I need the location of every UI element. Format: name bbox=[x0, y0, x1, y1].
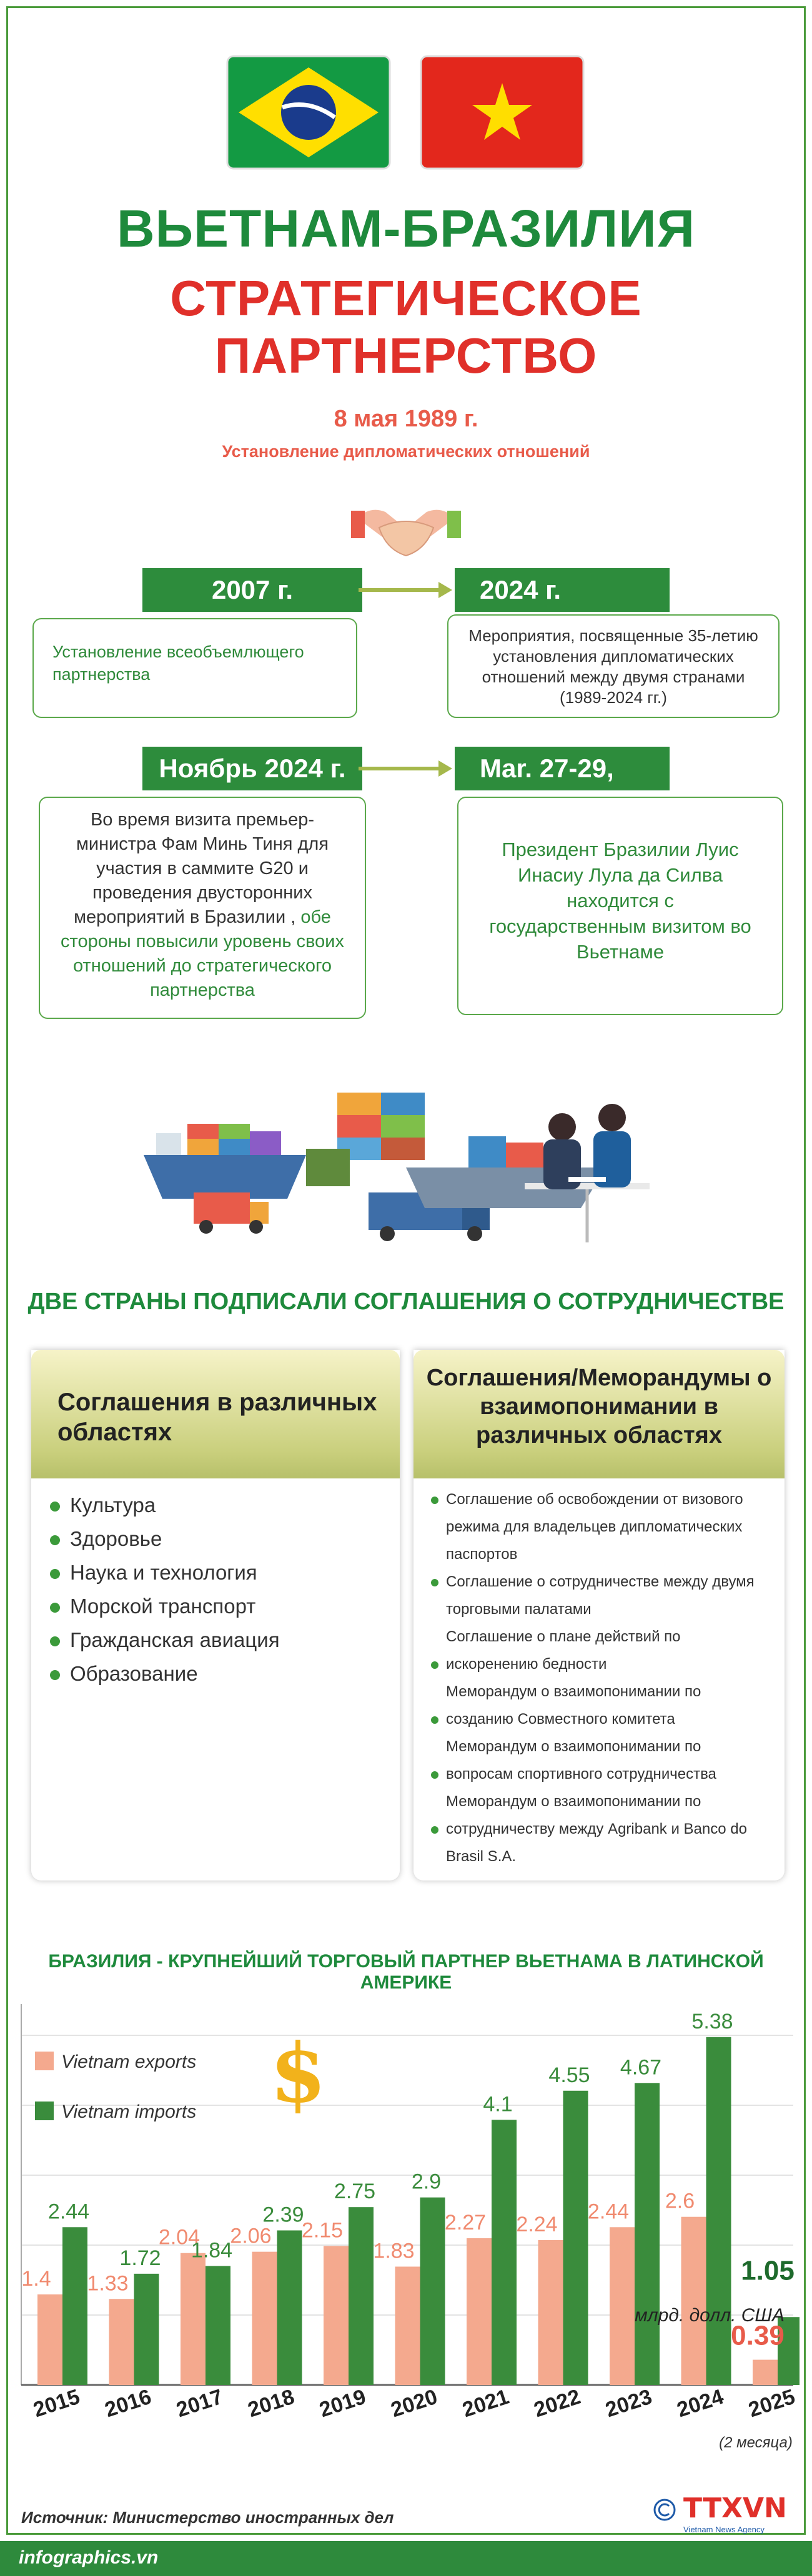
trade-illustration bbox=[131, 1074, 681, 1255]
list-item: Меморандум о взаимопонимании по bbox=[446, 1683, 701, 1700]
list-item: искоренению бедности bbox=[431, 1651, 781, 1678]
bar-import-2018 bbox=[277, 2230, 302, 2385]
dollar-icon: $ bbox=[270, 2025, 327, 2121]
timeline-tag-2024: 2024 г. bbox=[455, 568, 670, 612]
bar-export-2018 bbox=[252, 2252, 277, 2385]
list-item: Соглашение о плане действий по bbox=[446, 1628, 681, 1645]
brazil-flag-icon bbox=[226, 55, 391, 170]
bar-export-2024 bbox=[681, 2217, 706, 2385]
timeline-text-nov-2024-part2: обе стороны повысили уровень своих отношений до стратегического партнерства bbox=[61, 907, 344, 1000]
agency-subtitle: Vietnam News Agency bbox=[683, 2525, 765, 2534]
copyright-icon bbox=[652, 2497, 677, 2522]
key-date: 8 мая 1989 г. bbox=[334, 406, 478, 432]
tick-label-2015: 2015 bbox=[30, 2384, 83, 2422]
timeline-text-nov-2024-part1: Во время визита премьер-министра Фам Минь Тиня для участия в саммите G20 и проведения двусторонних мероприятий в Бразилии , bbox=[74, 810, 329, 927]
tick-label-2020: 2020 bbox=[388, 2384, 440, 2422]
tick-label-2022: 2022 bbox=[531, 2384, 583, 2422]
data-label-import-2025: 1.05 bbox=[741, 2255, 795, 2286]
data-label-export-2024: 2.6 bbox=[665, 2189, 695, 2213]
bar-import-2024 bbox=[706, 2037, 731, 2385]
timeline-box-nov-2024 bbox=[39, 797, 366, 1019]
data-label-export-2025: 0.39 bbox=[731, 2320, 785, 2351]
bar-import-2023 bbox=[635, 2083, 660, 2385]
bar-import-2019 bbox=[349, 2207, 374, 2385]
bar-export-2023 bbox=[610, 2227, 635, 2385]
timeline-tag-2007: 2007 г. bbox=[142, 568, 362, 612]
timeline-tag-mar-2025: Mar. 27-29, bbox=[455, 747, 670, 790]
data-label-export-2023: 2.44 bbox=[587, 2200, 630, 2224]
bar-export-2015 bbox=[37, 2294, 62, 2385]
list-item: Меморандум о взаимопонимании по bbox=[446, 1738, 701, 1755]
list-item: Brasil S.A. bbox=[446, 1848, 517, 1865]
tick-label-2023: 2023 bbox=[602, 2384, 655, 2422]
list-item: Культура bbox=[50, 1488, 387, 1522]
tick-label-2019: 2019 bbox=[316, 2384, 369, 2422]
list-item: Меморандум о взаимопонимании по bbox=[446, 1793, 701, 1810]
list-item: Соглашение об освобождении от визового bbox=[431, 1486, 781, 1513]
tick-label-2024: 2024 bbox=[674, 2384, 726, 2422]
bullet-icon bbox=[50, 1502, 60, 1512]
legend-label-imports: Vietnam imports bbox=[61, 2102, 197, 2122]
data-label-import-2023: 4.67 bbox=[620, 2055, 662, 2080]
data-label-export-2018: 2.06 bbox=[230, 2224, 272, 2248]
bar-export-2025 bbox=[753, 2360, 778, 2385]
bar-import-2017 bbox=[205, 2266, 230, 2385]
bullet-icon bbox=[431, 1716, 438, 1724]
bar-import-2020 bbox=[420, 2198, 445, 2385]
timeline-box-2007: Установление всеобъемлющего партнерства bbox=[32, 618, 357, 718]
list-item: вопросам спортивного сотрудничества bbox=[431, 1761, 781, 1788]
list-item: созданию Совместного комитета bbox=[431, 1706, 781, 1733]
bar-import-2022 bbox=[563, 2091, 588, 2385]
handshake-icon bbox=[351, 499, 461, 562]
timeline-box-mar-2025: Президент Бразилии Луис Инасиу Лула да Силва находится с государственным визитом во Вьетнаме bbox=[457, 797, 783, 1015]
bar-export-2021 bbox=[467, 2238, 492, 2385]
bar-import-2021 bbox=[492, 2120, 517, 2385]
agreements-left-list bbox=[50, 1488, 387, 1691]
bullet-icon bbox=[431, 1579, 438, 1586]
agreements-heading: ДВЕ СТРАНЫ ПОДПИСАЛИ СОГЛАШЕНИЯ О СОТРУДНИЧЕСТВЕ bbox=[27, 1289, 785, 1315]
bullet-icon bbox=[431, 1826, 438, 1834]
data-label-export-2017: 2.04 bbox=[158, 2225, 201, 2249]
legend-label-exports: Vietnam exports bbox=[61, 2052, 197, 2072]
agreements-left-title: Соглашения в различных областях bbox=[31, 1350, 400, 1478]
list-item: Морской транспорт bbox=[50, 1590, 387, 1623]
category-note: (2 месяца) bbox=[719, 2434, 793, 2451]
bullet-icon bbox=[50, 1569, 60, 1579]
unit-label: млрд. долл. США bbox=[635, 2305, 785, 2326]
key-date-subtitle: Установление дипломатических отношений bbox=[222, 442, 590, 461]
list-item: режима для владельцев дипломатических bbox=[446, 1518, 743, 1535]
legend-swatch-exports bbox=[35, 2052, 54, 2070]
footer-site: infographics.vn bbox=[19, 2547, 159, 2568]
list-item: Соглашение о сотрудничестве между двумя bbox=[431, 1568, 781, 1596]
tick-label-2025: 2025 bbox=[745, 2384, 798, 2422]
bullet-icon bbox=[431, 1661, 438, 1669]
data-label-import-2015: 2.44 bbox=[47, 2200, 90, 2224]
page-title-line2: СТРАТЕГИЧЕСКОЕ ПАРТНЕРСТВО bbox=[170, 270, 642, 383]
list-item: Наука и технология bbox=[50, 1556, 387, 1590]
data-label-import-2019: 2.75 bbox=[334, 2180, 376, 2204]
source-note: Источник: Министерство иностранных дел bbox=[21, 2508, 394, 2527]
bullet-icon bbox=[431, 1771, 438, 1779]
data-label-import-2022: 4.55 bbox=[548, 2063, 590, 2087]
bar-import-2016 bbox=[134, 2274, 159, 2385]
arrow-right-icon bbox=[359, 579, 452, 601]
timeline-box-2024: Мероприятия, посвященные 35-летию установления дипломатических отношений между двумя странами (1989-2024 гг.) bbox=[447, 614, 780, 718]
tick-label-2016: 2016 bbox=[102, 2384, 154, 2422]
vietnam-flag-icon bbox=[420, 55, 585, 170]
data-label-export-2016: 1.33 bbox=[87, 2271, 129, 2296]
bar-export-2016 bbox=[109, 2299, 134, 2385]
data-label-export-2019: 2.15 bbox=[301, 2218, 344, 2243]
list-item: сотрудничеству между Agribank и Banco do bbox=[431, 1816, 781, 1843]
data-label-import-2016: 1.72 bbox=[119, 2246, 161, 2270]
bar-import-2015 bbox=[62, 2227, 87, 2385]
tick-label-2021: 2021 bbox=[459, 2384, 512, 2422]
arrow-right-icon bbox=[359, 758, 452, 779]
list-item: Здоровье bbox=[50, 1522, 387, 1556]
list-item: Образование bbox=[50, 1657, 387, 1691]
bar-export-2019 bbox=[324, 2246, 349, 2385]
bar-export-2022 bbox=[538, 2240, 563, 2385]
bar-export-2020 bbox=[395, 2266, 420, 2385]
data-label-export-2021: 2.27 bbox=[444, 2210, 487, 2234]
data-label-export-2022: 2.24 bbox=[516, 2213, 558, 2236]
agency-logo: TTXVN bbox=[683, 2492, 787, 2524]
data-label-import-2020: 2.9 bbox=[411, 2170, 442, 2194]
timeline-tag-nov-2024: Ноябрь 2024 г. bbox=[142, 747, 362, 790]
data-label-import-2018: 2.39 bbox=[262, 2203, 304, 2227]
chart-title: БРАЗИЛИЯ - КРУПНЕЙШИЙ ТОРГОВЫЙ ПАРТНЕР ВЬЕТНАМА В ЛАТИНСКОЙ АМЕРИКЕ bbox=[48, 1951, 764, 1993]
legend-swatch-imports bbox=[35, 2102, 54, 2120]
agreements-right-title: Соглашения/Меморандумы о взаимопонимании в различных областях bbox=[413, 1350, 785, 1478]
tick-label-2018: 2018 bbox=[245, 2384, 297, 2422]
page-title-line1: ВЬЕТНАМ-БРАЗИЛИЯ bbox=[116, 199, 695, 258]
bullet-icon bbox=[50, 1670, 60, 1680]
bullet-icon bbox=[50, 1603, 60, 1613]
list-item: паспортов bbox=[446, 1546, 518, 1563]
bullet-icon bbox=[50, 1636, 60, 1646]
bar-export-2017 bbox=[181, 2253, 205, 2385]
data-label-import-2021: 4.1 bbox=[483, 2092, 513, 2116]
tick-label-2017: 2017 bbox=[173, 2384, 226, 2422]
data-label-import-2024: 5.38 bbox=[691, 2009, 733, 2033]
data-label-export-2020: 1.83 bbox=[373, 2239, 415, 2263]
agreements-right-list bbox=[431, 1486, 781, 1871]
data-label-import-2017: 1.84 bbox=[191, 2238, 233, 2263]
bullet-icon bbox=[50, 1535, 60, 1545]
list-item: Гражданская авиация bbox=[50, 1623, 387, 1657]
data-label-export-2015: 1.4 bbox=[21, 2267, 51, 2291]
bullet-icon bbox=[431, 1497, 438, 1504]
list-item: торговыми палатами bbox=[446, 1601, 592, 1618]
trade-chart bbox=[12, 1985, 800, 2497]
